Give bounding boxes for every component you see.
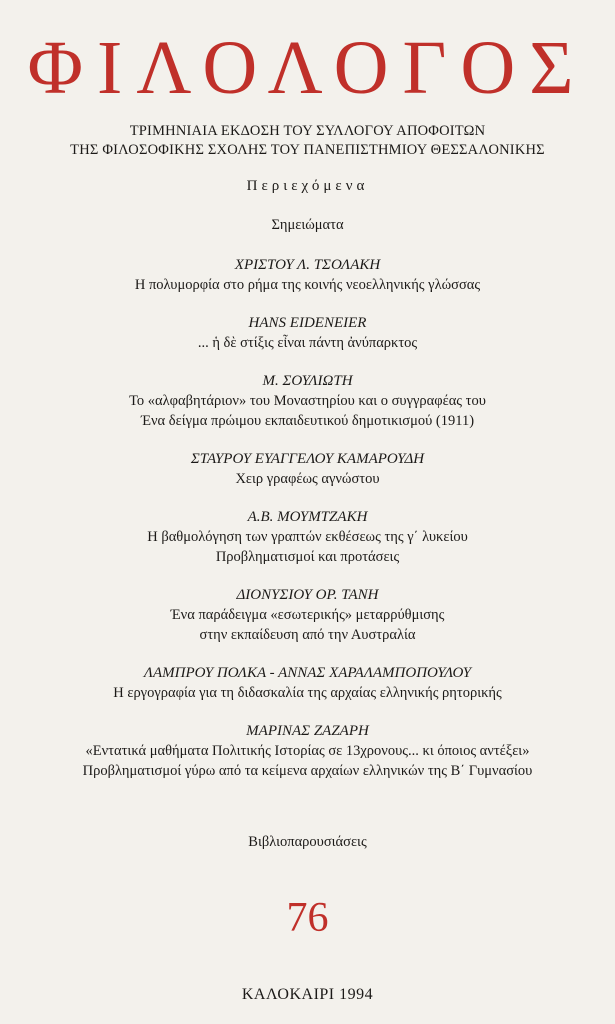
entry-author: HANS EIDENEIER xyxy=(248,315,367,331)
entry-title-line: Προβληματισμοί και προτάσεις xyxy=(215,549,400,565)
toc-entry xyxy=(0,663,615,703)
entry-author: Μ. ΣΟΥΛΙΩΤΗ xyxy=(262,373,353,389)
entry-title-line: Ένα παράδειγμα «εσωτερικής» μεταρρύθμισης xyxy=(170,607,445,623)
issue-number: 76 xyxy=(286,895,329,941)
entry-title-line: Χειρ γραφέως αγνώστου xyxy=(235,471,380,487)
book-reviews-heading: Βιβλιοπαρουσιάσεις xyxy=(248,834,367,850)
contents-heading: Περιεχόμενα xyxy=(246,178,369,194)
toc-entry xyxy=(0,721,615,781)
entry-author: ΜΑΡΙΝΑΣ ΖΑΖΑΡΗ xyxy=(246,723,369,739)
toc-entry xyxy=(0,371,615,431)
table-of-contents xyxy=(0,255,615,799)
entry-title-line: Η εργογραφία για τη διδασκαλία της αρχαίας ελληνικής ρητορικής xyxy=(113,685,502,701)
entry-title-line: Η βαθμολόγηση των γραπτών εκθέσεως της γ΄ λυκείου xyxy=(147,529,468,545)
entry-title-line: στην εκπαίδευση από την Αυστραλία xyxy=(199,627,416,643)
entry-title-line: Η πολυμορφία στο ρήμα της κοινής νεοελληνικής γλώσσας xyxy=(134,277,481,293)
toc-entry xyxy=(0,255,615,295)
issue-season: ΚΑΛΟΚΑΙΡΙ 1994 xyxy=(241,986,374,1003)
publisher-subtitle xyxy=(0,122,615,160)
toc-entry xyxy=(0,507,615,567)
entry-author: ΧΡΙΣΤΟΥ Λ. ΤΣΟΛΑΚΗ xyxy=(234,257,381,273)
journal-title: ΦΙΛΟΛΟΓΟΣ xyxy=(27,26,588,110)
entry-author: ΔΙΟΝΥΣΙΟΥ ΟΡ. ΤΑΝΗ xyxy=(236,587,379,603)
subtitle-line: ΤΗΣ ΦΙΛΟΣΟΦΙΚΗΣ ΣΧΟΛΗΣ ΤΟΥ ΠΑΝΕΠΙΣΤΗΜΙΟΥ ΘΕΣΣΑΛΟΝΙΚΗΣ xyxy=(70,142,545,158)
entry-author: ΛΑΜΠΡΟΥ ΠΟΛΚΑ - ΑΝΝΑΣ ΧΑΡΑΛΑΜΠΟΠΟΥΛΟΥ xyxy=(143,665,472,681)
toc-entry xyxy=(0,449,615,489)
entry-title-line: «Εντατικά μαθήματα Πολιτικής Ιστορίας σε 13χρονους... κι όποιος αντέξει» xyxy=(85,743,530,759)
entry-title-line: Ένα δείγμα πρώιμου εκπαιδευτικού δημοτικισμού (1911) xyxy=(140,413,475,429)
entry-author: ΣΤΑΥΡΟΥ ΕΥΑΓΓΕΛΟΥ ΚΑΜΑΡΟΥΔΗ xyxy=(190,451,425,467)
entry-title-line: Προβληματισμοί γύρω από τα κείμενα αρχαίων ελληνικών της Β΄ Γυμνασίου xyxy=(82,763,533,779)
toc-entry xyxy=(0,313,615,353)
entry-author: Α.Β. ΜΟΥΜΤΖΑΚΗ xyxy=(247,509,368,525)
subtitle-line: ΤΡΙΜΗΝΙΑΙΑ ΕΚΔΟΣΗ ΤΟΥ ΣΥΛΛΟΓΟΥ ΑΠΟΦΟΙΤΩΝ xyxy=(129,123,486,139)
entry-title-line: ... ἡ δὲ στίξις εἶναι πάντη ἀνύπαρκτος xyxy=(197,335,418,351)
toc-entry xyxy=(0,585,615,645)
entry-title-line: Το «αλφαβητάριον» του Μοναστηρίου και ο συγγραφέας του xyxy=(129,393,486,409)
notes-heading: Σημειώματα xyxy=(271,217,344,233)
